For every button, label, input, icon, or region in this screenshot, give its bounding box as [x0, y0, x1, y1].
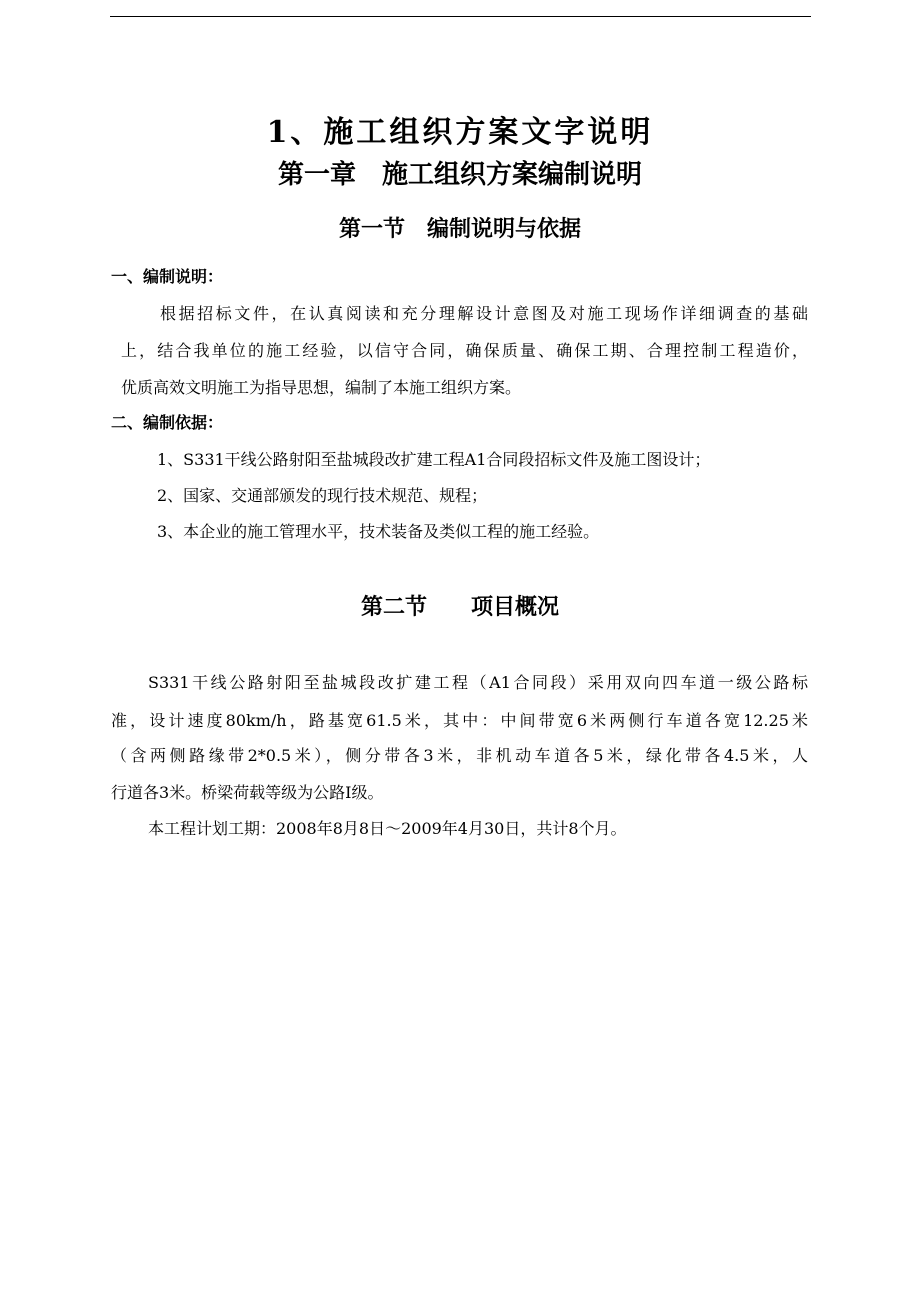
basis-item: 2、国家、交通部颁发的现行技术规范、规程；	[157, 486, 488, 505]
chapter-title: 第一章 施工组织方案编制说明	[277, 160, 642, 190]
header-rule	[110, 16, 811, 17]
section-1-heading-explanation: 一、编制说明：	[111, 267, 224, 286]
paragraph-line: 准，设计速度80km/h，路基宽61.5米，其中：中间带宽6米两侧行车道各宽12.25米	[111, 711, 808, 730]
paragraph-line: S331干线公路射阳至盐城段改扩建工程（A1合同段）采用双向四车道一级公路标	[148, 673, 808, 692]
paragraph-line: 行道各3米。桥梁荷载等级为公路Ⅰ级。	[111, 783, 384, 802]
schedule-line: 本工程计划工期：2008年8月8日～2009年4月30日，共计8个月。	[148, 819, 627, 838]
document-title: 1、施工组织方案文字说明	[266, 115, 654, 150]
section-1-title: 第一节 编制说明与依据	[338, 216, 581, 242]
paragraph-line: 优质高效文明施工为指导思想，编制了本施工组织方案。	[121, 378, 522, 397]
basis-item: 3、本企业的施工管理水平，技术装备及类似工程的施工经验。	[157, 522, 600, 541]
paragraph-line: （含两侧路缘带2*0.5米），侧分带各3米，非机动车道各5米，绿化带各4.5米，人	[111, 746, 808, 765]
paragraph-line: 根据招标文件，在认真阅读和充分理解设计意图及对施工现场作详细调查的基础	[160, 304, 808, 323]
paragraph-line: 上，结合我单位的施工经验，以信守合同，确保质量、确保工期、合理控制工程造价，	[121, 341, 808, 360]
section-1-heading-basis: 二、编制依据：	[111, 413, 224, 432]
section-2-title: 第二节 项目概况	[360, 594, 559, 620]
basis-item: 1、S331干线公路射阳至盐城段改扩建工程A1合同段招标文件及施工图设计；	[157, 450, 711, 469]
